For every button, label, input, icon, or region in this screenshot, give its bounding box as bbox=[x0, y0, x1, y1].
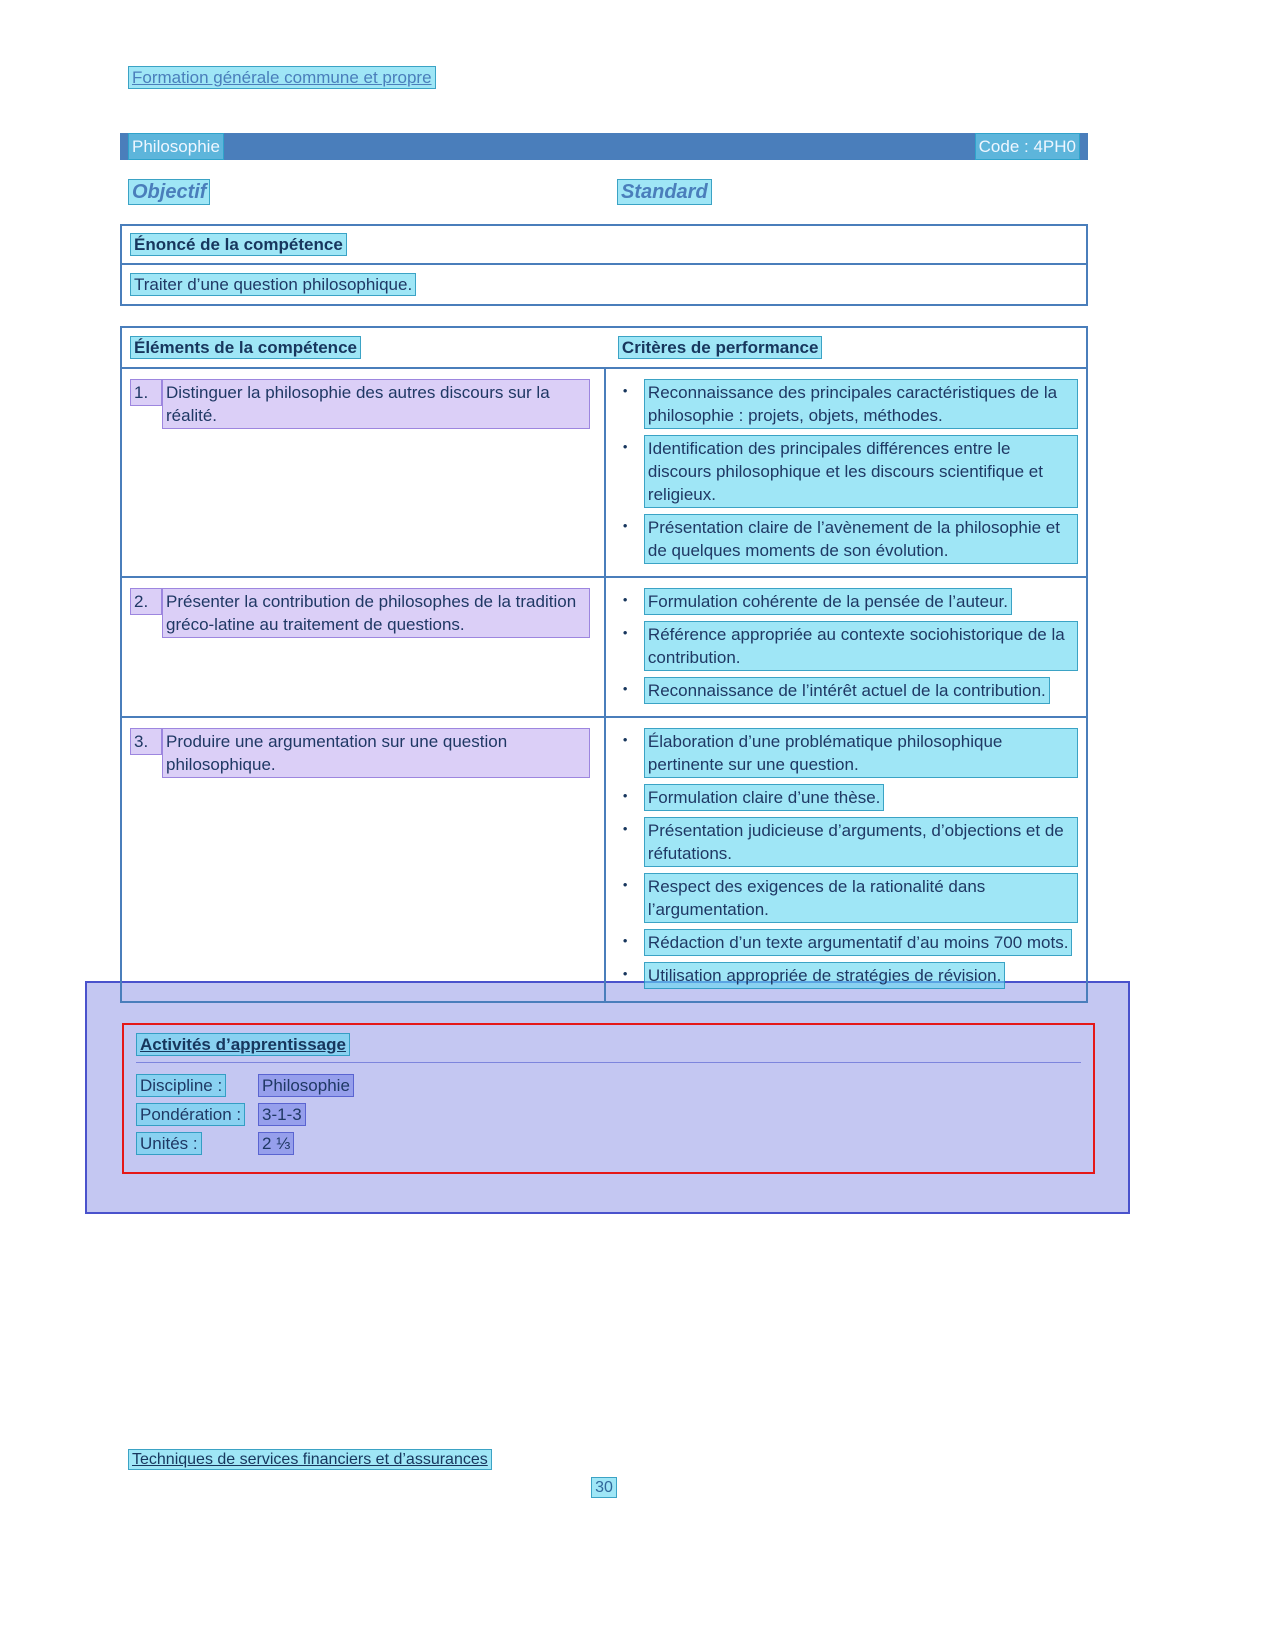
bullet-icon: • bbox=[622, 681, 628, 696]
element-text: Présenter la contribution de philosophes de la tradition gréco-latine au traitement de questions. bbox=[162, 588, 590, 638]
criterion-text: Reconnaissance des principales caractéristiques de la philosophie : projets, objets, méthodes. bbox=[644, 379, 1078, 429]
criterion-text: Respect des exigences de la rationalité dans l’argumentation. bbox=[644, 873, 1078, 923]
criteria-item bbox=[620, 435, 1078, 508]
criterion-text: Référence appropriée au contexte sociohistorique de la contribution. bbox=[644, 621, 1078, 671]
element-text: Produire une argumentation sur une question philosophique. bbox=[162, 728, 590, 778]
activity-label bbox=[136, 1074, 226, 1097]
activity-label bbox=[136, 1103, 245, 1126]
criterion-text: Formulation cohérente de la pensée de l’auteur. bbox=[644, 588, 1012, 615]
element-cell bbox=[122, 369, 606, 576]
standard-heading bbox=[617, 181, 1088, 204]
learning-activities-title: Activités d’apprentissage bbox=[136, 1033, 350, 1056]
section-header-link[interactable] bbox=[128, 66, 436, 89]
objective-standard-heads bbox=[120, 181, 1088, 204]
activity-label-text: Pondération : bbox=[136, 1103, 245, 1126]
criteria-item bbox=[620, 514, 1078, 564]
criterion-text: Formulation claire d’une thèse. bbox=[644, 784, 884, 811]
page-number bbox=[120, 1476, 1088, 1499]
table-header-elements-text: Éléments de la compétence bbox=[130, 336, 361, 359]
criteria-item bbox=[620, 873, 1078, 923]
table-row bbox=[122, 718, 1086, 1001]
competence-table bbox=[120, 326, 1088, 1003]
course-title-bar bbox=[120, 133, 1088, 160]
element-cell bbox=[122, 718, 606, 1001]
bullet-icon: • bbox=[622, 788, 628, 803]
activity-row-ponderation bbox=[136, 1100, 1081, 1129]
activity-row-unites bbox=[136, 1129, 1081, 1158]
bullet-icon: • bbox=[622, 625, 628, 640]
element-cell bbox=[122, 578, 606, 716]
competence-statement-text: Traiter d’une question philosophique. bbox=[130, 273, 416, 296]
competence-table-header bbox=[122, 328, 1086, 369]
criteria-cell bbox=[606, 718, 1086, 1001]
footer-program-name bbox=[128, 1448, 492, 1471]
page-number-text: 30 bbox=[591, 1477, 617, 1498]
criteria-item bbox=[620, 962, 1078, 989]
bullet-icon: • bbox=[622, 821, 628, 836]
competence-statement-body-row bbox=[122, 265, 1086, 304]
table-header-elements bbox=[122, 328, 606, 367]
activity-row-discipline bbox=[136, 1071, 1081, 1100]
activity-value bbox=[258, 1074, 354, 1097]
objectif-heading-text: Objectif bbox=[128, 179, 210, 205]
bullet-icon: • bbox=[622, 383, 628, 398]
activity-value-text: Philosophie bbox=[258, 1074, 354, 1097]
competence-statement-box bbox=[120, 224, 1088, 306]
table-header-criteres-text: Critères de performance bbox=[618, 336, 823, 359]
criteria-item bbox=[620, 929, 1078, 956]
learning-activities-box bbox=[122, 1023, 1095, 1174]
criteria-item bbox=[620, 677, 1078, 704]
activity-value-text: 3-1-3 bbox=[258, 1103, 306, 1126]
activity-value bbox=[258, 1103, 306, 1126]
criterion-text: Élaboration d’une problématique philosophique pertinente sur une question. bbox=[644, 728, 1078, 778]
bullet-icon: • bbox=[622, 933, 628, 948]
standard-heading-text: Standard bbox=[617, 179, 712, 205]
bullet-icon: • bbox=[622, 966, 628, 981]
bullet-icon: • bbox=[622, 518, 628, 533]
course-name: Philosophie bbox=[128, 133, 224, 160]
bullet-icon: • bbox=[622, 877, 628, 892]
competence-statement-title: Énoncé de la compétence bbox=[130, 233, 347, 256]
criterion-text: Utilisation appropriée de stratégies de révision. bbox=[644, 962, 1005, 989]
activity-label bbox=[136, 1132, 202, 1155]
criteria-cell bbox=[606, 578, 1086, 716]
activity-value-text: 2 ⅓ bbox=[258, 1132, 294, 1155]
criteria-cell bbox=[606, 369, 1086, 576]
criteria-item bbox=[620, 817, 1078, 867]
element-number: 2. bbox=[130, 588, 162, 615]
criterion-text: Présentation judicieuse d’arguments, d’objections et de réfutations. bbox=[644, 817, 1078, 867]
criteria-item bbox=[620, 379, 1078, 429]
page-content bbox=[120, 0, 1088, 1214]
criterion-text: Présentation claire de l’avènement de la philosophie et de quelques moments de son évolution. bbox=[644, 514, 1078, 564]
course-code: Code : 4PH0 bbox=[975, 133, 1080, 160]
activity-label-text: Discipline : bbox=[136, 1074, 226, 1097]
section-header-text: Formation générale commune et propre bbox=[128, 66, 436, 89]
activity-label-text: Unités : bbox=[136, 1132, 202, 1155]
criteria-item bbox=[620, 588, 1078, 615]
bullet-icon: • bbox=[622, 732, 628, 747]
competence-statement-title-row bbox=[122, 226, 1086, 265]
criterion-text: Rédaction d’un texte argumentatif d’au moins 700 mots. bbox=[644, 929, 1073, 956]
footer-program-text: Techniques de services financiers et d’assurances bbox=[128, 1449, 492, 1470]
table-header-criteres bbox=[606, 328, 1086, 367]
learning-activities-panel bbox=[85, 981, 1130, 1214]
bullet-icon: • bbox=[622, 439, 628, 454]
criteria-item bbox=[620, 784, 1078, 811]
criteria-item bbox=[620, 728, 1078, 778]
bullet-icon: • bbox=[622, 592, 628, 607]
objectif-heading bbox=[128, 181, 617, 204]
criterion-text: Identification des principales différences entre le discours philosophique et les discours scientifique et religieux. bbox=[644, 435, 1078, 508]
element-number: 3. bbox=[130, 728, 162, 755]
table-row bbox=[122, 369, 1086, 578]
criteria-item bbox=[620, 621, 1078, 671]
element-number: 1. bbox=[130, 379, 162, 406]
table-row bbox=[122, 578, 1086, 718]
learning-activities-title-row bbox=[136, 1033, 1081, 1063]
element-text: Distinguer la philosophie des autres discours sur la réalité. bbox=[162, 379, 590, 429]
activity-value bbox=[258, 1132, 294, 1155]
criterion-text: Reconnaissance de l’intérêt actuel de la contribution. bbox=[644, 677, 1050, 704]
